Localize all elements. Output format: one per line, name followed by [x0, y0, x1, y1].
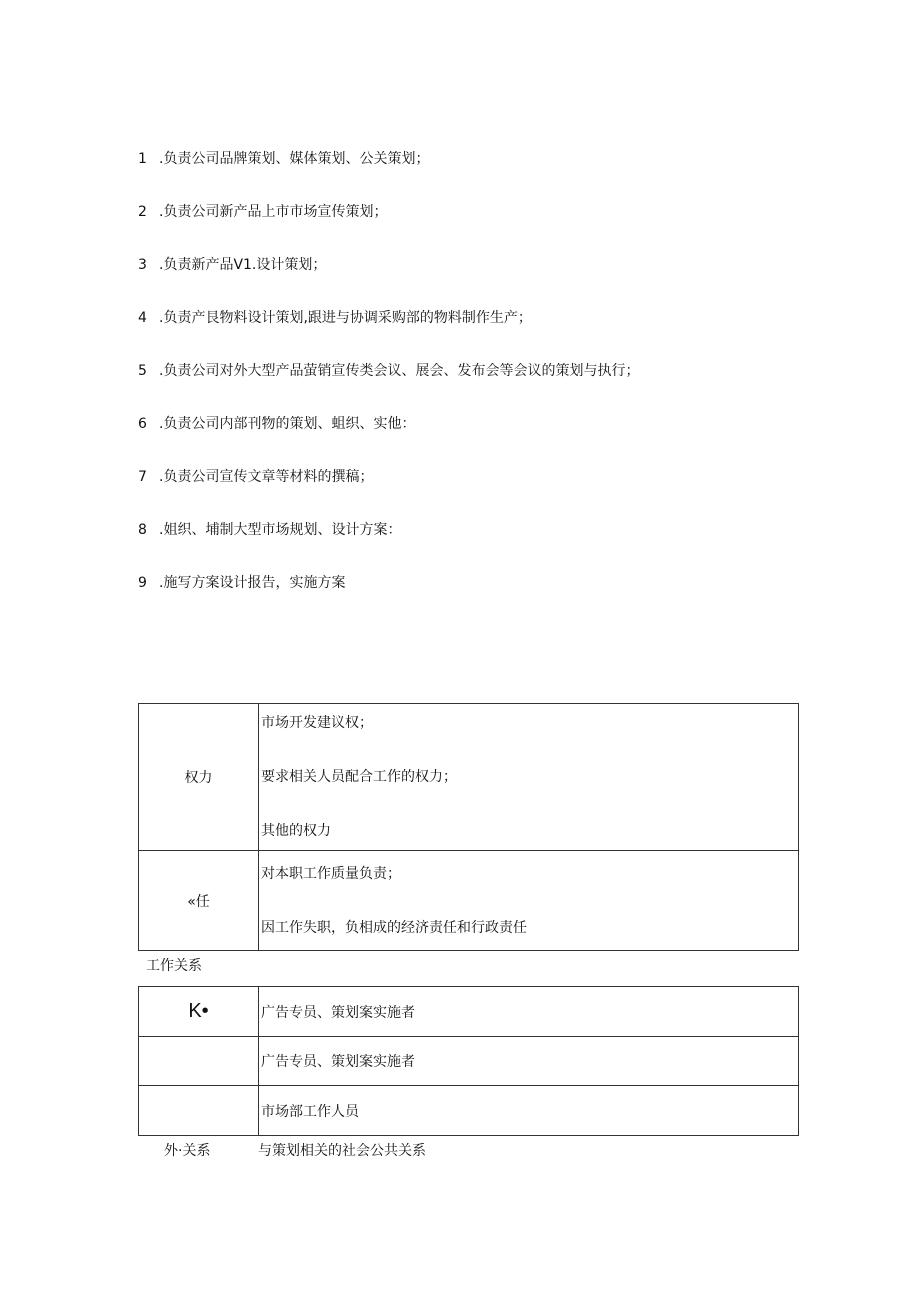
- authority-row: [139, 704, 799, 851]
- duty-number: 5: [138, 363, 147, 379]
- relation-text: 广告专员、策划案实施者: [259, 1037, 799, 1086]
- authority-responsibility-table: [138, 703, 799, 951]
- relation-label: [139, 1037, 259, 1086]
- duty-item: [138, 466, 639, 519]
- relation-text: 市场部工作人员: [259, 1086, 799, 1136]
- responsibility-item: 对本职工作质量负责；: [261, 865, 401, 882]
- relation-text: 广告专员、策划案实施者: [259, 987, 799, 1037]
- duty-item: [138, 148, 639, 201]
- authority-item: 要求相关人员配合工作的权力；: [261, 769, 457, 785]
- relation-row: [139, 987, 799, 1037]
- duty-item: [138, 519, 639, 572]
- relation-row: [139, 1086, 799, 1136]
- relation-row: [139, 1037, 799, 1086]
- duty-number: 3: [138, 257, 147, 273]
- authority-item: 市场开发建议权；: [261, 715, 373, 731]
- duty-item: [138, 413, 639, 466]
- duty-item: [138, 307, 639, 360]
- duty-number: 2: [138, 204, 147, 220]
- duty-number: 8: [138, 522, 147, 538]
- responsibility-content: [259, 851, 799, 951]
- duty-text: .负责产艮物料设计策划,跟进与协调采购部的物料制作生产；: [159, 310, 532, 326]
- duty-item: [138, 360, 639, 413]
- duty-text: .负责公司新产品上市市场宣传策划；: [159, 204, 388, 220]
- work-relations-title: 工作关系: [146, 958, 202, 974]
- relation-label: [139, 1086, 259, 1136]
- duty-item: [138, 254, 639, 307]
- duty-number: 6: [138, 416, 147, 432]
- responsibility-label: «任: [139, 851, 259, 951]
- duty-number: 9: [138, 575, 147, 591]
- duty-text: .姐织、埔制大型市场规划、设计方案：: [159, 522, 402, 538]
- authority-content: [259, 704, 799, 851]
- work-relations-table: [138, 986, 799, 1136]
- duty-item: [138, 201, 639, 254]
- responsibility-item: 因工作失职，负相成的经济责任和行政责任: [261, 919, 527, 936]
- duty-text: .负责新产品V1.设计策划；: [159, 257, 327, 273]
- relation-label: K•: [139, 987, 259, 1037]
- external-relations-text: 与策划相关的社会公共关系: [258, 1143, 426, 1159]
- duty-item: [138, 572, 639, 625]
- duty-number: 1: [138, 151, 147, 167]
- duty-number: 7: [138, 469, 147, 485]
- duty-text: .负责公司对外大型产品萤销宣传类会议、展会、发布会等会议的策划与执行；: [159, 363, 640, 379]
- duty-text: .负责公司宣传文章等材料的撰稿；: [159, 469, 374, 485]
- duty-text: .负责公司内部刊物的策划、蛆织、实他：: [159, 416, 416, 432]
- duty-text: .施写方案设计报告，实施方案: [159, 575, 346, 591]
- duty-number: 4: [138, 310, 147, 326]
- authority-label: 权力: [139, 704, 259, 851]
- duty-list: [138, 148, 639, 625]
- external-relations-label: 外·关系: [164, 1143, 211, 1159]
- responsibility-row: [139, 851, 799, 951]
- duty-text: .负责公司品牌策划、媒体策划、公关策划；: [159, 151, 430, 167]
- authority-item: 其他的权力: [261, 823, 331, 839]
